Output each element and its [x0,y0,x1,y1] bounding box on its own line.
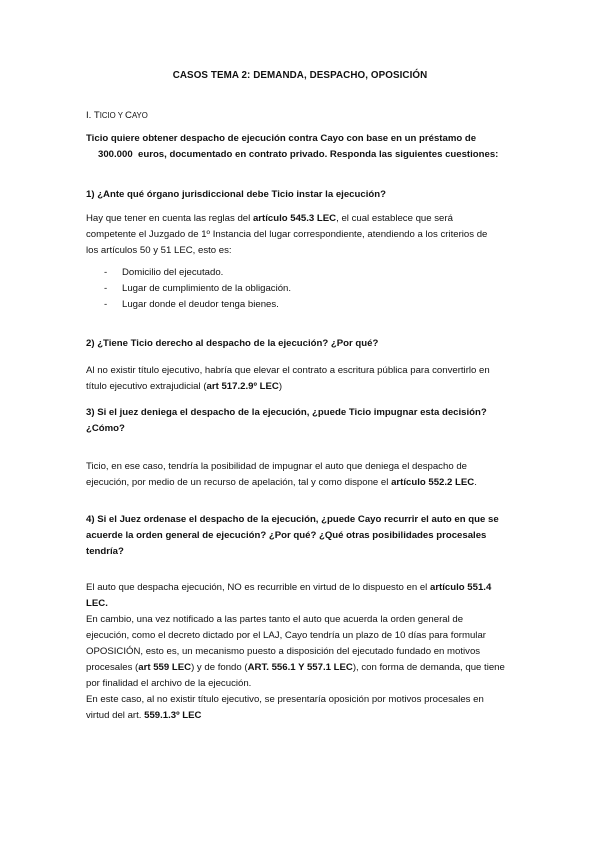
list-item: - Lugar donde el deudor tenga bienes. [104,297,504,313]
criteria-list [104,265,504,313]
answer-3: Ticio, en ese caso, tendría la posibilidad de impugnar el auto que deniega el despacho de ejecución, por medio de un recurso de apelación, tal y como dispone el artículo 552.2 LEC. [86,461,477,488]
answer-2: Al no existir título ejecutivo, habría que elevar el contrato a escritura pública para convertirlo en título ejecutivo extrajudicial (art 517.2.9º LEC) [86,365,490,392]
document-title: CASOS TEMA 2: DEMANDA, DESPACHO, OPOSICIÓN [172,70,428,81]
question-4: 4) Si el Juez ordenase el despacho de la ejecución, ¿puede Cayo recurrir el auto en que se acuerde la orden general de ejecución? ¿Por qué? ¿Qué otras posibilidades procesales tendría? [86,514,499,557]
section-heading: I. TICIO Y CAYO [86,110,148,121]
question-2: 2) ¿Tiene Ticio derecho al despacho de la ejecución? ¿Por qué? [86,338,379,349]
answer-4: El auto que despacha ejecución, NO es recurrible en virtud de lo dispuesto en el artículo 551.4 LEC. En cambio, una vez notificado a las partes tanto el auto que acuerda la orden general de ejecución, como el decreto dictado por el LAJ, Cayo tendría un plazo de 10 días para formular OPOSICIÓN, esto es, un mecanismo puesto a disposición del ejecutado fundado en motivos procesales (art 559 LEC) y de fondo (ART. 556.1 Y 557.1 LEC), con forma de demanda, que tiene por finalidad el archivo de la ejecución. En este caso, al no existir título ejecutivo, se presentaría oposición por motivos procesales en virtud del art. 559.1.3º LEC [86,582,505,721]
question-1: 1) ¿Ante qué órgano jurisdiccional debe Ticio instar la ejecución? [86,189,386,200]
intro-paragraph: Ticio quiere obtener despacho de ejecución contra Cayo con base en un préstamo de 300.000 euros, documentado en contrato privado. Responda las siguientes cuestiones: [86,133,499,160]
question-3: 3) Si el juez deniega el despacho de la ejecución, ¿puede Ticio impugnar esta decisión? ¿Cómo? [86,407,487,434]
list-item: - Lugar de cumplimiento de la obligación. [104,281,504,297]
answer-1: Hay que tener en cuenta las reglas del artículo 545.3 LEC, el cual establece que será competente el Juzgado de 1º Instancia del lugar correspondiente, atendiendo a los criterios de los artículos 50 y 51 LEC, esto es: [86,213,488,256]
list-item: - Domicilio del ejecutado. [104,265,504,281]
